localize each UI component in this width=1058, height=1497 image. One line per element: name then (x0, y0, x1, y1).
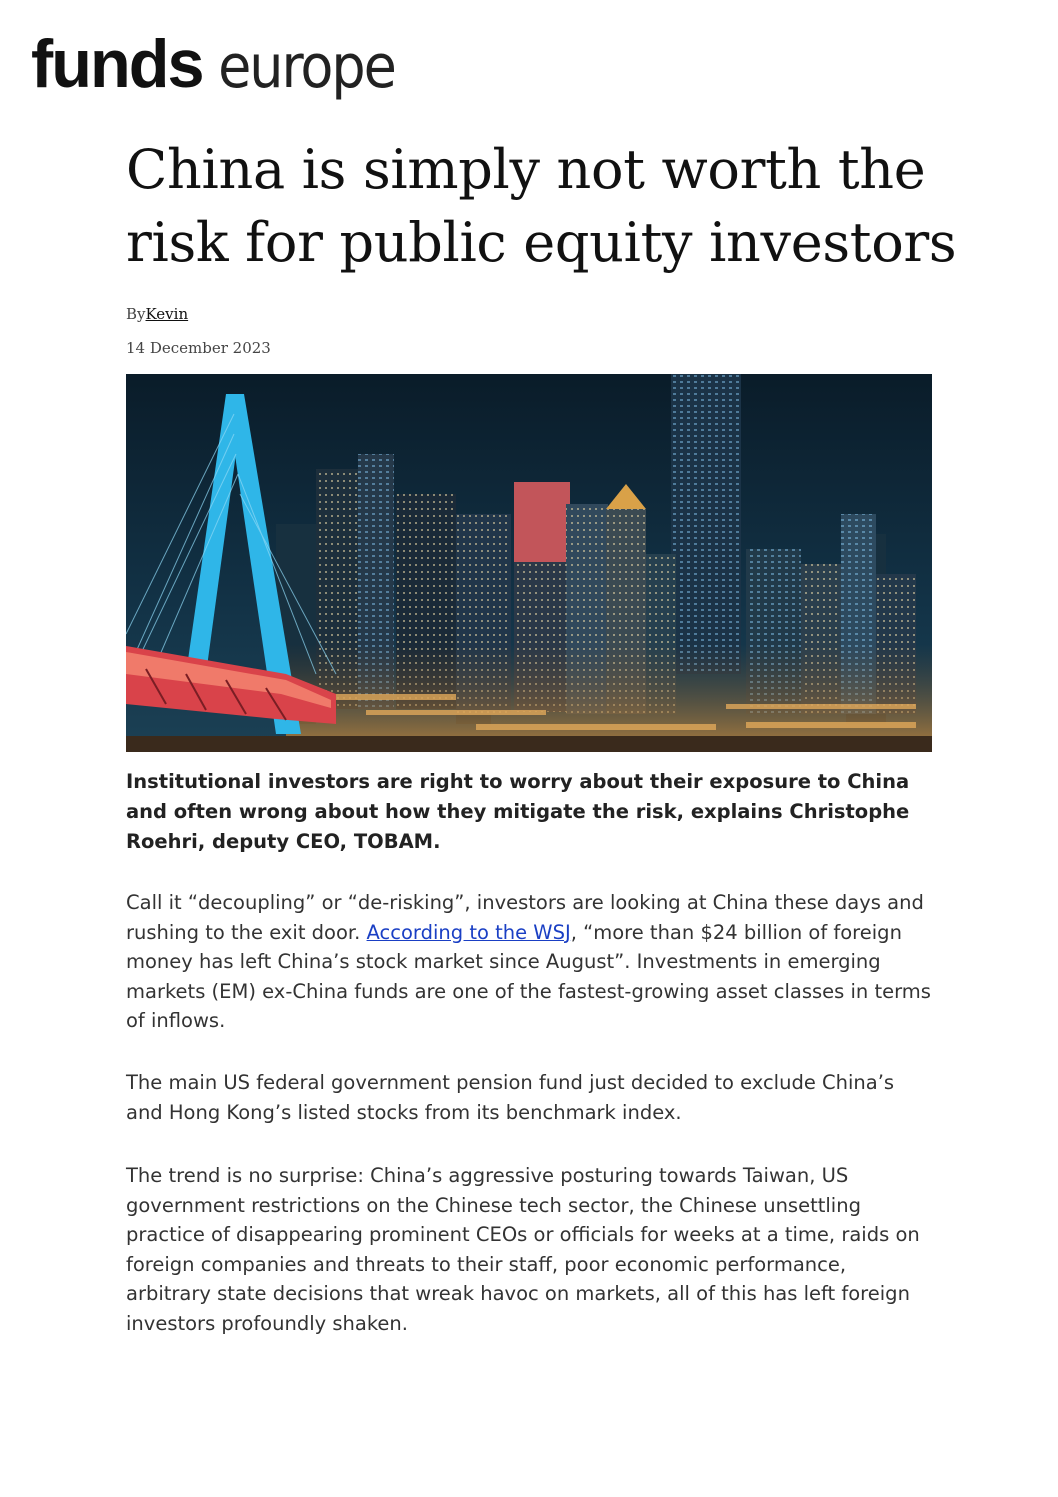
byline (126, 305, 188, 323)
article-standfirst: Institutional investors are right to worry about their exposure to China and often wrong about how they mitigate the risk, explains Christophe Roehri, deputy CEO, TOBAM. (126, 770, 910, 853)
article-paragraph: The main US federal government pension fund just decided to exclude China’s and Hong Kong’s listed stocks from its benchmark index. (126, 1071, 895, 1124)
author-link[interactable]: Kevin (145, 305, 189, 323)
paragraph-text: Call it “decoupling” or “de-risking”, investors are looking at China these days and rushing to the exit door. (126, 891, 924, 944)
article-headline: China is simply not worth the risk for public equity investors (126, 138, 957, 274)
article-paragraph: The trend is no surprise: China’s aggressive posturing towards Taiwan, US government restrictions on the Chinese tech sector, the Chinese unsettling practice of disappearing prominent CEOs or officials for weeks at a time, raids on foreign companies and threats to their staff, poor economic performance, arbitrary state decisions that wreak havoc on markets, all of this has left foreign investors profoundly shaken. (126, 1164, 920, 1335)
hero-image (126, 374, 932, 752)
paragraph-text: , “more than $24 billion of foreign money has left China’s stock market since August”. Investments in emerging markets (EM) ex-China funds are one of the fastest-growing asset classes in terms of inflows. (126, 920, 931, 1032)
publish-date: 14 December 2023 (126, 339, 271, 357)
byline-prefix: By (126, 305, 146, 323)
article-paragraph (126, 888, 934, 1036)
logo-text-light: europe (218, 32, 395, 102)
wsj-source-link[interactable]: According to the WSJ (366, 920, 571, 944)
site-logo[interactable] (31, 26, 395, 110)
logo-text-bold: funds (31, 26, 203, 102)
